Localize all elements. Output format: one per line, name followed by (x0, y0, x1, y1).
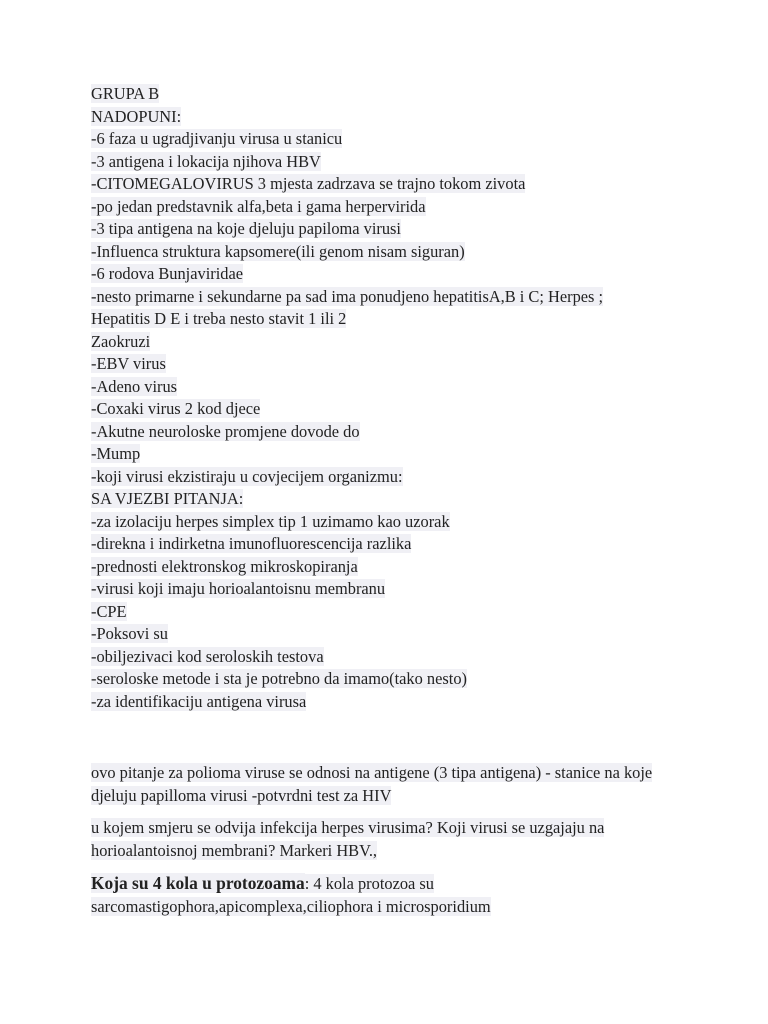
line-text: GRUPA B (91, 84, 160, 103)
paragraph-bold-question: Koja su 4 kola u protozoama (91, 873, 305, 893)
line-text: -3 antigena i lokacija njihova HBV (91, 151, 321, 171)
list-item (91, 128, 681, 151)
heading-zaokruzi (91, 331, 681, 354)
list-item (91, 263, 681, 286)
list-item (91, 376, 681, 399)
list-item (91, 646, 681, 669)
list-item (91, 353, 681, 376)
line-text: -Coxaki virus 2 kod djece (91, 399, 261, 418)
list-item (91, 578, 681, 601)
list-item (91, 443, 681, 466)
paragraph-protozoa (91, 872, 681, 918)
list-item (91, 691, 681, 714)
line-text: -seroloske metode i sta je potrebno da imamo(tako nesto) (91, 669, 467, 688)
list-item (91, 601, 681, 624)
line-text: -Adeno virus (91, 376, 178, 396)
paragraph-polioma (91, 762, 681, 807)
notes-list (91, 83, 681, 713)
line-text: -obiljezivaci kod seroloskih testova (91, 646, 324, 666)
list-item (91, 421, 681, 444)
line-text: -EBV virus (91, 354, 166, 373)
list-item (91, 556, 681, 579)
list-item (91, 151, 681, 174)
list-item (91, 196, 681, 219)
list-item (91, 668, 681, 691)
line-text: -6 rodova Bunjaviridae (91, 264, 244, 283)
line-text: -nesto primarne i sekundarne pa sad ima ponudjeno hepatitisA,B i C; Herpes ; (91, 286, 604, 306)
list-item (91, 173, 681, 196)
heading-nadopuni (91, 106, 681, 129)
heading-vjezbi (91, 488, 681, 511)
list-item (91, 398, 681, 421)
line-text: -za izolaciju herpes simplex tip 1 uzimamo kao uzorak (91, 511, 450, 531)
heading-group (91, 83, 681, 106)
line-text: -za identifikaciju antigena virusa (91, 691, 307, 711)
line-text: -virusi koji imaju horioalantoisnu membranu (91, 579, 386, 598)
list-item-continuation (91, 308, 681, 331)
list-item (91, 623, 681, 646)
line-text: -6 faza u ugradjivanju virusa u stanicu (91, 129, 343, 148)
line-text: -CPE (91, 601, 127, 621)
document-page (91, 83, 681, 918)
list-item (91, 466, 681, 489)
paragraph-text: u kojem smjeru se odvija infekcija herpes virusima? Koji virusi se uzgajaju na horioalantoisnoj membrani? Markeri HBV., (91, 818, 605, 860)
paragraph-answer: : 4 kola protozoa su sarcomastigophora,apicomplexa,ciliophora i microsporidium (91, 874, 491, 916)
line-text: -po jedan predstavnik alfa,beta i gama herpervirida (91, 196, 426, 216)
line-text: -Akutne neuroloske promjene dovode do (91, 421, 360, 441)
list-item (91, 241, 681, 264)
list-item (91, 533, 681, 556)
line-text: -3 tipa antigena na koje djeluju papiloma virusi (91, 219, 401, 238)
paragraph-text: ovo pitanje za polioma viruse se odnosi na antigene (3 tipa antigena) - stanice na koje djeluju papilloma virusi -potvrdni test za HIV (91, 763, 653, 805)
line-text: SA VJEZBI PITANJA: (91, 489, 244, 508)
line-text: -koji virusi ekzistiraju u covjecijem organizmu: (91, 466, 403, 486)
line-text: -direkna i indirketna imunofluorescencija razlika (91, 534, 412, 553)
line-text: -Mump (91, 444, 141, 463)
line-text: -prednosti elektronskog mikroskopiranja (91, 556, 358, 576)
line-text: -CITOMEGALOVIRUS 3 mjesta zadrzava se trajno tokom zivota (91, 174, 526, 193)
paragraph-herpes (91, 817, 681, 862)
list-item (91, 218, 681, 241)
list-item (91, 286, 681, 309)
line-text: -Influenca struktura kapsomere(ili genom nisam siguran) (91, 241, 465, 261)
line-text: Hepatitis D E i treba nesto stavit 1 ili 2 (91, 309, 347, 328)
list-item (91, 511, 681, 534)
spacer (91, 713, 681, 762)
line-text: Zaokruzi (91, 331, 151, 351)
line-text: NADOPUNI: (91, 106, 182, 126)
line-text: -Poksovi su (91, 624, 168, 643)
